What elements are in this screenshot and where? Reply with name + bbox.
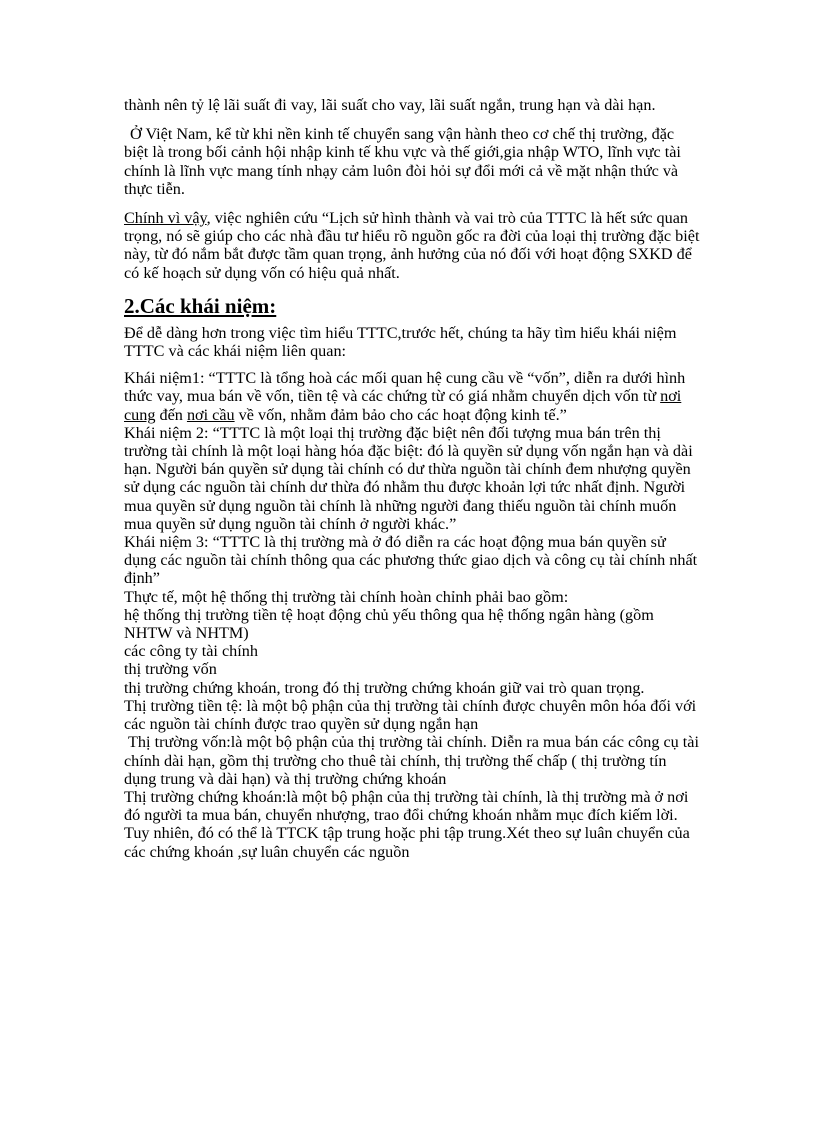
concept-3: Khái niệm 3: “TTTC là thị trường mà ở đó diễn ra các hoạt động mua bán quyền sử dụng các nguồn tài chính thông qua các phương thức giao dịch và công cụ tài chính nhất định”	[124, 533, 698, 588]
concept-1	[124, 369, 700, 424]
paragraph-lead: Để dễ dàng hơn trong việc tìm hiểu TTTC,trước hết, chúng ta hãy tìm hiểu khái niệm TTTC và các khái niệm liên quan:	[124, 323, 677, 361]
system-item: thị trường chứng khoán, trong đó thị trường chứng khoán giữ vai trò quan trọng.	[124, 678, 645, 697]
underlined-lead: Chính vì vậy	[124, 209, 207, 228]
underlined-demand: nơi cầu	[186, 405, 235, 424]
concept-2: Khái niệm 2: “TTTC là một loại thị trường đặc biệt nên đối tượng mua bán trên thị trường tài chính là một loại hàng hóa đặc biệt: đó là quyền sử dụng vốn ngắn hạn và dài hạn. Người bán quyền sử dụng tài chính có dư thừa nguồn tài chính đem nhượng quyền sử dụng các nguồn tài chính dư thừa đó nhằm thu được khoản lợi tức nhất định. Người mua quyền sử dụng nguồn tài chính là những người đang thiếu nguồn tài chính muốn mua quyền sử dụng nguồn tài chính ở người khác.”	[124, 423, 693, 533]
system-item: các công ty tài chính	[124, 642, 258, 661]
paragraph-intro-end: thành nên tỷ lệ lãi suất đi vay, lãi suất cho vay, lãi suất ngắn, trung hạn và dài hạn.	[124, 96, 656, 114]
system-item: hệ thống thị trường tiền tệ hoạt động chủ yếu thông qua hệ thống ngân hàng (gồm NHTW và NHTM)	[124, 605, 654, 643]
stock-market-definition: Thị trường chứng khoán:là một bộ phận của thị trường tài chính, là thị trường mà ở nơi đó người ta mua bán, chuyển nhượng, trao đổi chứng khoán nhằm mục đích kiếm lời. Tuy nhiên, đó có thể là TTCK tập trung hoặc phi tập trung.Xét theo sự luân chuyển của các chứng khoán ,sự luân chuyển các nguồn	[124, 787, 690, 861]
concept-1-text-b: đến	[155, 405, 187, 424]
section-heading: 2.Các khái niệm:	[124, 293, 277, 318]
underlined-supply: nơi cung	[124, 387, 682, 424]
system-intro: Thực tế, một hệ thống thị trường tài chính hoàn chỉnh phải bao gồm:	[124, 587, 569, 606]
money-market-definition: Thị trường tiền tệ: là một bộ phận của thị trường tài chính được chuyên môn hóa đối với các nguồn tài chính được trao quyền sử dụng ngắn hạn	[124, 696, 697, 734]
capital-market-definition: Thị trường vốn:là một bộ phận của thị trường tài chính. Diễn ra mua bán các công cụ tài chính dài hạn, gồm thị trường cho thuê tài chính, thị trường thế chấp ( thị trường tín dụng trung và dài hạn) và thị trường chứng khoán	[124, 733, 704, 788]
document-page	[124, 96, 704, 861]
paragraph-reason	[124, 209, 700, 282]
paragraph-reason-text: , việc nghiên cứu “Lịch sử hình thành và vai trò của TTTC là hết sức quan trọng, nó sẽ giúp cho các nhà đầu tư hiểu rõ nguồn gốc ra đời của loại thị trường đặc biệt này, từ đó nắm bắt được tầm quan trọng, ảnh hưởng của nó đối với hoạt động SXKD để có kế hoạch sử dụng vốn có hiệu quả nhất.	[124, 209, 700, 282]
system-item: thị trường vốn	[124, 660, 217, 679]
paragraph-vietnam: Ở Việt Nam, kể từ khi nền kinh tế chuyển sang vận hành theo cơ chế thị trường, đặc biệt là trong bối cảnh hội nhập kinh tế khu vực và thế giới,gia nhập WTO, lĩnh vực tài chính là lĩnh vực mang tính nhạy cảm luôn đòi hỏi sự đổi mới cả về mặt nhận thức và thực tiễn.	[124, 125, 681, 198]
concept-1-text-a: Khái niệm1: “TTTC là tổng hoà các mối quan hệ cung cầu về “vốn”, diễn ra dưới hình thức vay, mua bán về vốn, tiền tệ và các chứng từ có giá nhằm chuyển dịch vốn từ	[124, 369, 686, 406]
concept-1-text-c: về vốn, nhằm đảm bảo cho các hoạt động kinh tế.”	[234, 405, 567, 424]
